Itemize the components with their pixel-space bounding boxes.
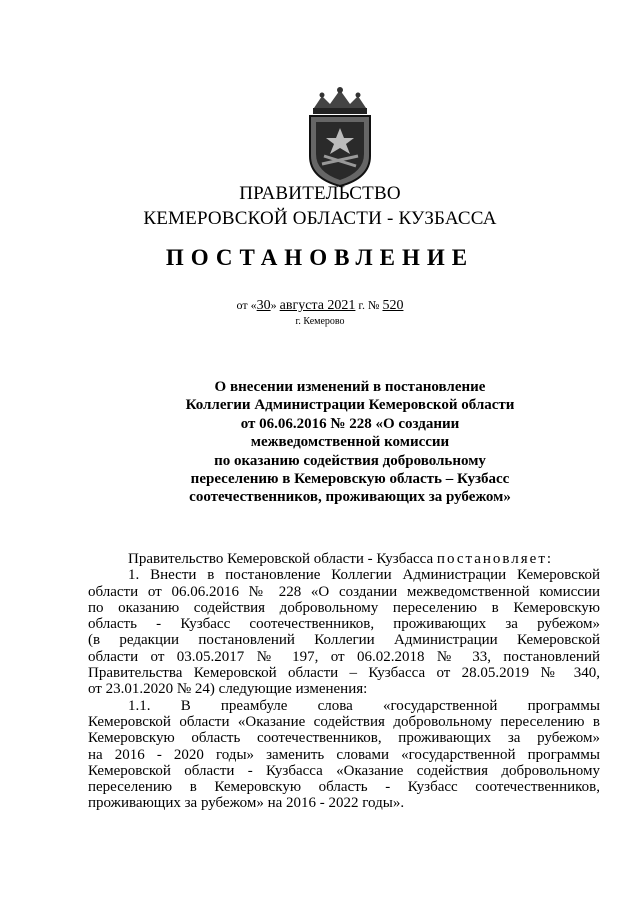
- date-prefix: от «: [236, 298, 257, 312]
- decree-day: 30: [256, 298, 271, 313]
- title-line: от 06.06.2016 № 228 «О создании: [240, 415, 460, 432]
- number-prefix: №: [368, 298, 380, 312]
- paragraph-1-1-line: 1.1. В преамбуле слова «государственной программы: [128, 697, 600, 714]
- city-name: г. Кемерово: [295, 316, 345, 327]
- paragraph-1-line: (в редакции постановлений Коллегии Администрации Кемеровской: [88, 632, 600, 649]
- year-suffix: г.: [358, 298, 365, 312]
- title-line: переселению в Кемеровскую область – Кузбасс: [190, 471, 510, 488]
- decree-number: 520: [382, 298, 404, 313]
- government-name-line2: КЕМЕРОВСКОЙ ОБЛАСТИ - КУЗБАССА: [143, 208, 497, 229]
- paragraph-1-1-line: Кемеровской области - Кузбасса «Оказание содействия добровольному: [88, 762, 600, 779]
- paragraph-1-1-line: Кемеровской области «Оказание содействия добровольному переселению в: [88, 713, 600, 730]
- title-line: Коллегии Администрации Кемеровской области: [185, 397, 515, 414]
- kemerovo-coat-of-arms-icon: [300, 86, 380, 188]
- decree-month-year: августа 2021: [279, 298, 356, 313]
- paragraph-1-line: 1. Внести в постановление Коллегии Администрации Кемеровской: [128, 567, 600, 584]
- paragraph-1-line: область - Кузбасс соотечественников, проживающих за рубежом»: [88, 616, 600, 633]
- paragraph-1-line: от 23.01.2020 № 24) следующие изменения:: [88, 681, 368, 698]
- date-mid: »: [270, 298, 277, 312]
- paragraph-1-1-line: Кемеровскую область соотечественников, проживающих за рубежом»: [88, 730, 600, 747]
- paragraph-1-1-line: переселению в Кемеровскую область - Кузбасс соотечественников,: [88, 779, 600, 796]
- paragraph-1-1-line: проживающих за рубежом» на 2016 - 2022 годы».: [88, 795, 405, 812]
- title-line: по оказанию содействия добровольному: [214, 452, 486, 469]
- title-line: О внесении изменений в постановление: [214, 379, 486, 395]
- decree-title: [140, 378, 560, 507]
- paragraph-1-1-line: на 2016 - 2020 годы» заменить словами «государственной программы: [88, 746, 600, 763]
- decree-body: [88, 551, 600, 812]
- title-line: соотечественников, проживающих за рубежом»: [189, 489, 511, 506]
- decree-date-line: [0, 298, 640, 314]
- paragraph-1-line: по оказанию содействия добровольному переселению в Кемеровскую: [88, 599, 600, 616]
- paragraph-1-line: области от 06.06.2016 № 228 «О создании межведомственной комиссии: [88, 583, 600, 600]
- government-name-line1: ПРАВИТЕЛЬСТВО: [239, 183, 401, 204]
- intro-spaced-word: постановляет:: [436, 551, 554, 567]
- intro-line: [88, 551, 600, 567]
- intro-text: Правительство Кемеровской области - Кузбасса: [128, 551, 437, 567]
- paragraph-1-line: Правительства Кемеровской области – Кузбасса от 28.05.2019 № 340,: [88, 665, 600, 682]
- paragraph-1-line: области от 03.05.2017 № 197, от 06.02.2018 № 33, постановлений: [88, 648, 600, 665]
- document-type-heading: ПОСТАНОВЛЕНИЕ: [165, 245, 475, 270]
- title-line: межведомственной комиссии: [250, 434, 450, 451]
